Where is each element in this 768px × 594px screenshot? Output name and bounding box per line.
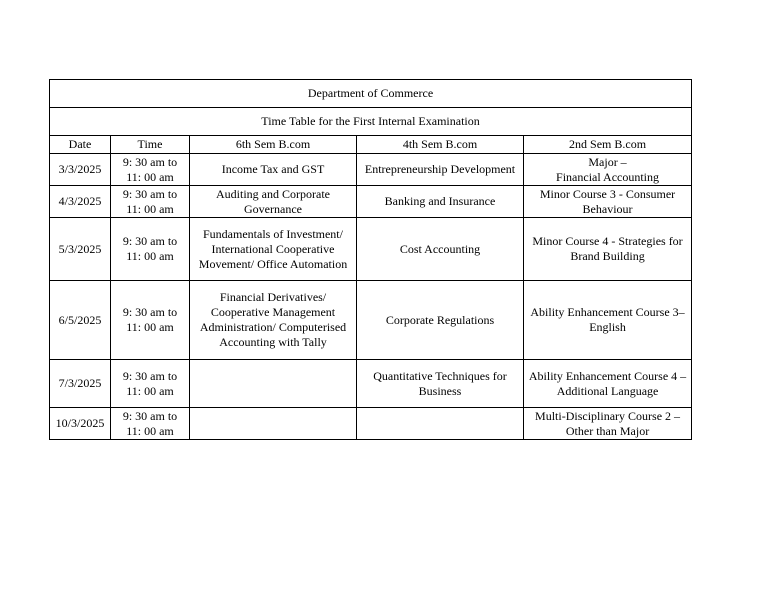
cell-line: 11: 00 am <box>126 169 174 184</box>
cell-line: Income Tax and GST <box>221 162 325 176</box>
cell-line: Fundamentals of Investment/ <box>203 226 343 241</box>
cell-line: Quantitative Techniques for <box>373 368 507 383</box>
cell-text: 4/3/2025 <box>58 194 102 208</box>
cell-line: Entrepreneurship Development <box>364 162 516 176</box>
cell-line: Banking and Insurance <box>384 194 496 208</box>
cell-line: Multi-Disciplinary Course 2 – <box>535 408 681 423</box>
timetable <box>49 79 692 440</box>
cell-line: Cost Accounting <box>399 241 481 256</box>
cell-line: Auditing and Corporate <box>216 186 330 201</box>
header-2nd-sem: 2nd Sem B.com <box>524 136 692 154</box>
sem2-cell <box>524 154 692 186</box>
sem6-cell <box>190 186 357 218</box>
cell-line: 9: 30 am to <box>122 368 178 383</box>
cell-text: 6/5/2025 <box>58 312 102 327</box>
cell-line: Other than Major <box>565 423 650 438</box>
date-cell <box>50 186 111 218</box>
cell-line: International Cooperative <box>211 241 335 256</box>
table-row <box>50 408 692 440</box>
cell-line: English <box>589 320 626 334</box>
cell-line: Major – <box>588 154 627 169</box>
sem2-cell <box>524 408 692 440</box>
cell-line: 9: 30 am to <box>122 234 178 248</box>
sem4-cell <box>357 408 524 440</box>
sem6-cell <box>190 281 357 360</box>
sem2-cell <box>524 186 692 218</box>
sem6-cell <box>190 408 357 440</box>
cell-line: 11: 00 am <box>126 423 174 438</box>
sem4-cell <box>357 281 524 360</box>
sem6-cell <box>190 154 357 186</box>
date-cell <box>50 408 111 440</box>
time-cell <box>111 154 190 186</box>
sem2-cell <box>524 218 692 281</box>
header-row <box>50 136 692 154</box>
cell-line: 9: 30 am to <box>122 186 178 201</box>
table-row <box>50 281 692 360</box>
date-cell <box>50 154 111 186</box>
sem4-cell <box>357 360 524 408</box>
cell-text: 3/3/2025 <box>58 162 102 176</box>
sem6-cell <box>190 360 357 408</box>
cell-line: Ability Enhancement Course 3– <box>530 305 685 319</box>
cell-line: 9: 30 am to <box>122 305 178 319</box>
time-cell <box>111 360 190 408</box>
department-title: Department of Commerce <box>50 80 692 108</box>
sem6-cell <box>190 218 357 281</box>
cell-text: 10/3/2025 <box>55 416 105 430</box>
cell-line: 11: 00 am <box>126 383 174 398</box>
header-date: Date <box>50 136 111 154</box>
cell-line: Governance <box>244 201 302 216</box>
header-6th-sem: 6th Sem B.com <box>190 136 357 154</box>
cell-line: 9: 30 am to <box>122 408 178 423</box>
sem4-cell <box>357 186 524 218</box>
cell-line: Minor Course 3 - Consumer <box>539 186 676 201</box>
time-cell <box>111 408 190 440</box>
sem2-cell <box>524 360 692 408</box>
cell-line: Minor Course 4 - Strategies for <box>532 234 683 248</box>
cell-line: Movement/ Office Automation <box>198 256 348 271</box>
cell-text: 7/3/2025 <box>58 376 102 390</box>
cell-line: 11: 00 am <box>126 249 174 263</box>
cell-line: Corporate Regulations <box>385 312 495 327</box>
date-cell <box>50 360 111 408</box>
cell-line: Accounting with Tally <box>219 335 327 349</box>
sem2-cell <box>524 281 692 360</box>
header-time: Time <box>111 136 190 154</box>
table-row <box>50 154 692 186</box>
cell-line: Ability Enhancement Course 4 – <box>528 368 687 383</box>
cell-line: Additional Language <box>556 383 659 398</box>
table-row <box>50 218 692 281</box>
cell-line: Behaviour <box>582 201 633 216</box>
cell-line: 11: 00 am <box>126 201 174 216</box>
cell-line: 9: 30 am to <box>122 154 178 169</box>
cell-line: Financial Accounting <box>556 169 660 184</box>
sem4-cell <box>357 218 524 281</box>
cell-line: Administration/ Computerised <box>199 320 347 334</box>
table-row <box>50 186 692 218</box>
cell-text: 5/3/2025 <box>58 241 102 256</box>
cell-line: Brand Building <box>570 249 645 263</box>
cell-line: Cooperative Management <box>210 305 336 319</box>
date-cell <box>50 218 111 281</box>
cell-line: 11: 00 am <box>126 320 174 334</box>
time-cell <box>111 186 190 218</box>
cell-line: Business <box>418 383 462 398</box>
cell-line: Financial Derivatives/ <box>219 290 327 304</box>
date-cell <box>50 281 111 360</box>
sem4-cell <box>357 154 524 186</box>
time-cell <box>111 218 190 281</box>
time-cell <box>111 281 190 360</box>
table-row <box>50 360 692 408</box>
header-4th-sem: 4th Sem B.com <box>357 136 524 154</box>
timetable-body <box>50 154 692 440</box>
timetable-title: Time Table for the First Internal Examination <box>50 108 692 136</box>
